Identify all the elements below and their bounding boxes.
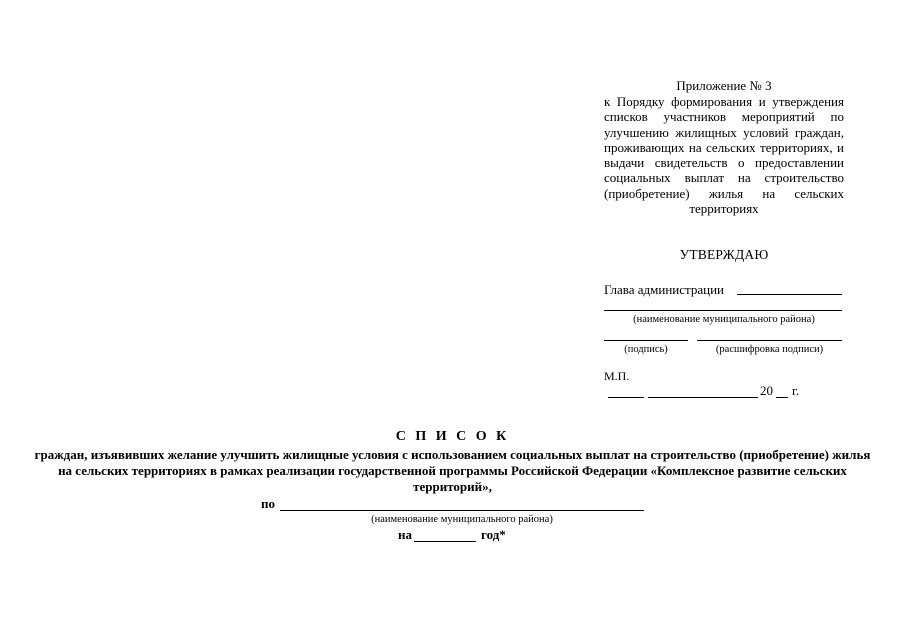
year-label: год* xyxy=(481,527,506,542)
date-year-prefix: 20 xyxy=(760,383,773,398)
list-subtitle: граждан, изъявивших желание улучшить жилищные условия с использованием социальных выплат на строительство (приобретение) жилья на сельских территориях в рамках реализации государственной программы Российской Федерации «Комплексное развитие сельских территорий», xyxy=(34,447,871,494)
by-municipality-label: по xyxy=(261,496,275,511)
list-municipality-line xyxy=(280,510,644,511)
date-day-line xyxy=(608,397,644,398)
head-of-administration-label: Глава администрации xyxy=(604,282,725,297)
municipality-name-line xyxy=(604,310,842,311)
for-year-label: на xyxy=(398,527,412,542)
list-title: С П И С О К xyxy=(395,429,510,444)
signature-decode-line xyxy=(697,340,842,341)
signature-caption: (подпись) xyxy=(624,344,668,355)
date-year-suffix: г. xyxy=(792,383,800,398)
date-month-line xyxy=(648,397,758,398)
municipality-caption: (наименование муниципального района) xyxy=(633,314,815,325)
stamp-label: М.П. xyxy=(604,369,630,383)
list-year-line xyxy=(414,541,476,542)
signature-line xyxy=(604,340,688,341)
appendix-description: к Порядку формирования и утверждения списков участников мероприятий по улучшению жилищных условий граждан, проживающих на сельских территориях, и выдачи свидетельств о предоставлении социальных выплат на строительство (приобретение) жилья на сельских территориях xyxy=(604,94,844,217)
list-municipality-caption: (наименование муниципального района) xyxy=(371,514,553,525)
approval-heading: УТВЕРЖДАЮ xyxy=(679,247,769,262)
signature-decode-caption: (расшифровка подписи) xyxy=(715,344,824,355)
head-name-line xyxy=(737,294,842,295)
appendix-title: Приложение № 3 xyxy=(676,78,772,93)
date-year-line xyxy=(776,397,788,398)
